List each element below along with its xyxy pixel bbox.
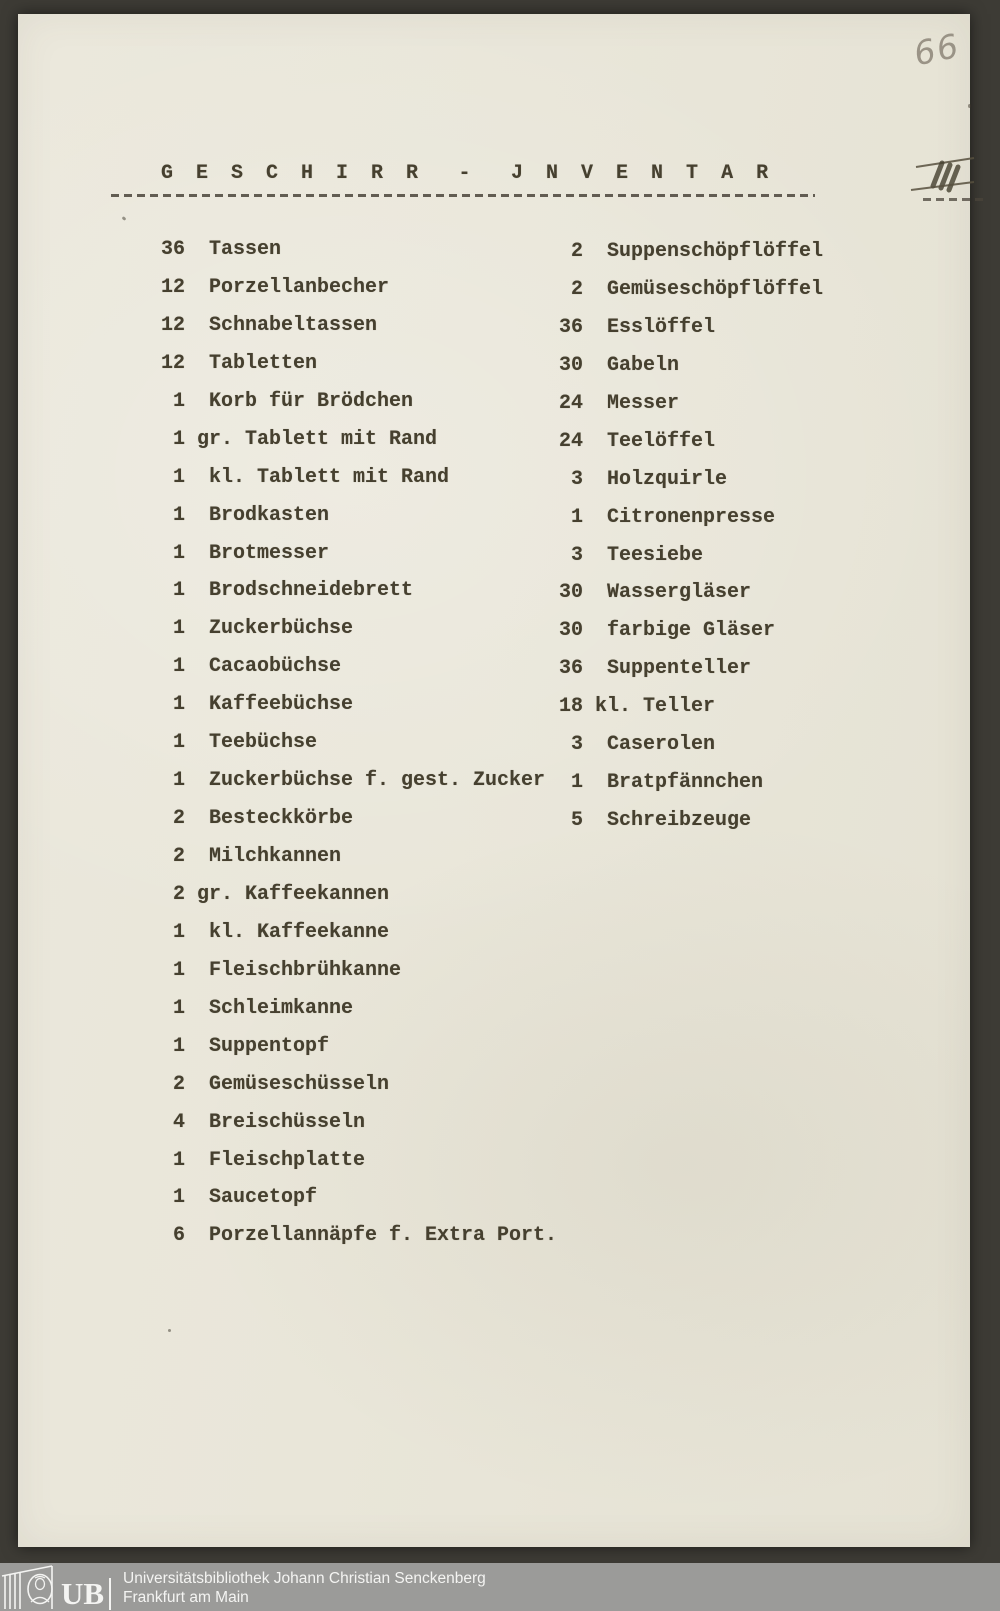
document-paper xyxy=(18,14,970,1547)
inventory-row xyxy=(161,770,557,808)
inventory-row xyxy=(161,846,557,884)
row-name: Zuckerbüchse f. gest. Zucker xyxy=(209,769,546,793)
row-qty: 30 xyxy=(559,619,584,643)
row-name: Zuckerbüchse xyxy=(209,617,354,641)
row-name: Korb für Brödchen xyxy=(209,389,414,413)
row-name: Schnabeltassen xyxy=(209,313,378,337)
row-name: Besteckkörbe xyxy=(209,807,354,831)
row-name: kl. Tablett mit Rand xyxy=(209,465,450,489)
inventory-row xyxy=(161,618,557,656)
row-qty: 1 xyxy=(570,771,583,795)
inventory-row xyxy=(559,545,823,583)
row-qty: 2 xyxy=(172,845,185,868)
row-qty: 1 xyxy=(172,503,185,527)
row-qty: 24 xyxy=(559,391,584,415)
row-name: Fleischbrühkanne xyxy=(209,958,402,982)
inventory-row xyxy=(559,772,823,810)
inventory-row xyxy=(161,960,557,998)
row-name: Brodschneidebrett xyxy=(209,579,414,603)
row-name: Gemüseschüsseln xyxy=(209,1072,390,1096)
row-name: gr. Tablett mit Rand xyxy=(197,427,438,451)
row-name: Suppenschöpflöffel xyxy=(607,240,824,263)
page-title: G E S C H I R R - J N V E N T A R xyxy=(161,162,774,185)
inventory-row xyxy=(161,694,557,732)
inventory-row xyxy=(161,429,557,467)
row-qty: 24 xyxy=(559,429,584,453)
row-name: kl. Teller xyxy=(595,695,716,719)
row-name: Tabletten xyxy=(209,351,318,375)
inventory-row xyxy=(161,391,557,429)
row-qty: 1 xyxy=(172,465,185,489)
library-name: Universitätsbibliothek Johann Christian Senckenberg xyxy=(123,1570,486,1587)
row-qty: 30 xyxy=(559,581,584,605)
inventory-row xyxy=(161,467,557,505)
title-underline xyxy=(111,194,815,197)
inventory-row xyxy=(559,582,823,620)
row-name: Tassen xyxy=(209,238,282,261)
row-qty: 1 xyxy=(172,920,185,944)
row-name: Messer xyxy=(607,391,680,415)
paper-speck xyxy=(168,1329,171,1332)
row-qty: 1 xyxy=(172,427,185,451)
inventory-row xyxy=(161,543,557,581)
row-qty: 36 xyxy=(559,657,584,681)
inventory-row xyxy=(161,353,557,391)
row-name: Suppenteller xyxy=(607,657,752,681)
row-name: Breischüsseln xyxy=(209,1110,366,1134)
row-name: Gemüseschöpflöffel xyxy=(607,277,824,301)
logo-portrait-icon xyxy=(31,1577,49,1603)
inventory-row xyxy=(161,922,557,960)
inventory-row xyxy=(161,580,557,618)
inventory-row xyxy=(559,431,823,469)
row-name: Porzellannäpfe f. Extra Port. xyxy=(209,1224,558,1248)
inventory-left-column xyxy=(161,239,557,1263)
inventory-row xyxy=(161,656,557,694)
row-qty: 2 xyxy=(570,277,583,301)
handwritten-page-number: 66 xyxy=(910,25,964,74)
inventory-row xyxy=(559,469,823,507)
inventory-row xyxy=(161,505,557,543)
row-qty: 2 xyxy=(172,1072,185,1096)
row-name: kl. Kaffeekanne xyxy=(209,920,390,944)
row-name: Holzquirle xyxy=(607,467,728,491)
library-city: Frankfurt am Main xyxy=(123,1589,249,1606)
row-qty: 1 xyxy=(172,617,185,641)
row-name: Gabeln xyxy=(607,353,680,377)
row-qty: 12 xyxy=(161,351,186,375)
ub-library-logo-icon xyxy=(0,1563,120,1611)
row-qty: 3 xyxy=(570,467,583,491)
row-qty: 1 xyxy=(570,505,583,529)
handwritten-tally-mark-icon xyxy=(906,154,986,204)
row-qty: 1 xyxy=(172,1148,185,1172)
row-name: Milchkannen xyxy=(209,845,342,868)
row-qty: 30 xyxy=(559,353,584,377)
row-qty: 3 xyxy=(570,733,583,757)
inventory-row xyxy=(161,1225,557,1263)
row-name: Wassergläser xyxy=(607,581,752,605)
inventory-row xyxy=(559,317,823,355)
inventory-row xyxy=(559,241,823,279)
row-qty: 2 xyxy=(570,240,583,263)
row-qty: 3 xyxy=(570,543,583,567)
inventory-row xyxy=(161,277,557,315)
inventory-row xyxy=(559,696,823,734)
inventory-row xyxy=(559,658,823,696)
inventory-row xyxy=(161,998,557,1036)
row-name: Saucetopf xyxy=(209,1186,318,1210)
row-qty: 1 xyxy=(172,1034,185,1058)
row-qty: 1 xyxy=(172,731,185,755)
inventory-right-column xyxy=(559,241,823,848)
inventory-row xyxy=(161,1074,557,1112)
row-qty: 2 xyxy=(172,807,185,831)
row-qty: 5 xyxy=(570,809,583,833)
row-qty: 4 xyxy=(172,1110,185,1134)
inventory-row xyxy=(161,808,557,846)
inventory-row xyxy=(559,279,823,317)
row-qty: 36 xyxy=(161,238,186,261)
row-qty: 1 xyxy=(172,389,185,413)
row-name: Cacaobüchse xyxy=(209,655,342,679)
row-qty: 1 xyxy=(172,1186,185,1210)
inventory-row xyxy=(559,507,823,545)
row-name: Caserolen xyxy=(607,733,716,757)
row-qty: 12 xyxy=(161,313,186,337)
row-name: Bratpfännchen xyxy=(607,771,764,795)
row-name: Esslöffel xyxy=(607,315,716,339)
row-qty: 1 xyxy=(172,655,185,679)
inventory-row xyxy=(161,1112,557,1150)
row-qty: 1 xyxy=(172,958,185,982)
inventory-row xyxy=(161,884,557,922)
row-name: Teesiebe xyxy=(607,543,704,567)
inventory-row xyxy=(559,810,823,848)
row-name: Brotmesser xyxy=(209,541,330,565)
inventory-row xyxy=(161,239,557,277)
row-qty: 36 xyxy=(559,315,584,339)
row-name: Kaffeebüchse xyxy=(209,693,354,717)
row-qty: 1 xyxy=(172,769,185,793)
inventory-row xyxy=(559,734,823,772)
row-name: Teelöffel xyxy=(607,429,716,453)
row-qty: 2 xyxy=(172,882,185,906)
row-name: Fleischplatte xyxy=(209,1148,366,1172)
row-qty: 1 xyxy=(172,693,185,717)
row-name: Suppentopf xyxy=(209,1034,330,1058)
row-name: Brodkasten xyxy=(209,503,330,527)
inventory-row xyxy=(559,620,823,658)
paper-speck xyxy=(968,104,971,108)
row-qty: 6 xyxy=(172,1224,185,1248)
row-qty: 1 xyxy=(172,996,185,1020)
inventory-row xyxy=(161,732,557,770)
row-qty: 1 xyxy=(172,541,185,565)
inventory-row xyxy=(161,315,557,353)
row-name: Citronenpresse xyxy=(607,505,776,529)
row-name: gr. Kaffeekannen xyxy=(197,882,390,906)
logo-ub-text: UB xyxy=(61,1576,105,1611)
row-name: Porzellanbecher xyxy=(209,275,390,299)
row-name: Schreibzeuge xyxy=(607,809,752,833)
inventory-row xyxy=(161,1187,557,1225)
row-qty: 18 xyxy=(559,695,584,719)
inventory-row xyxy=(161,1036,557,1074)
row-name: Schleimkanne xyxy=(209,996,354,1020)
footer-bar xyxy=(0,1563,1000,1611)
row-name: farbige Gläser xyxy=(607,619,776,643)
paper-speck xyxy=(122,216,127,221)
row-qty: 1 xyxy=(172,579,185,603)
inventory-row xyxy=(559,393,823,431)
inventory-row xyxy=(559,355,823,393)
inventory-row xyxy=(161,1150,557,1188)
row-name: Teebüchse xyxy=(209,731,318,755)
row-qty: 12 xyxy=(161,275,186,299)
